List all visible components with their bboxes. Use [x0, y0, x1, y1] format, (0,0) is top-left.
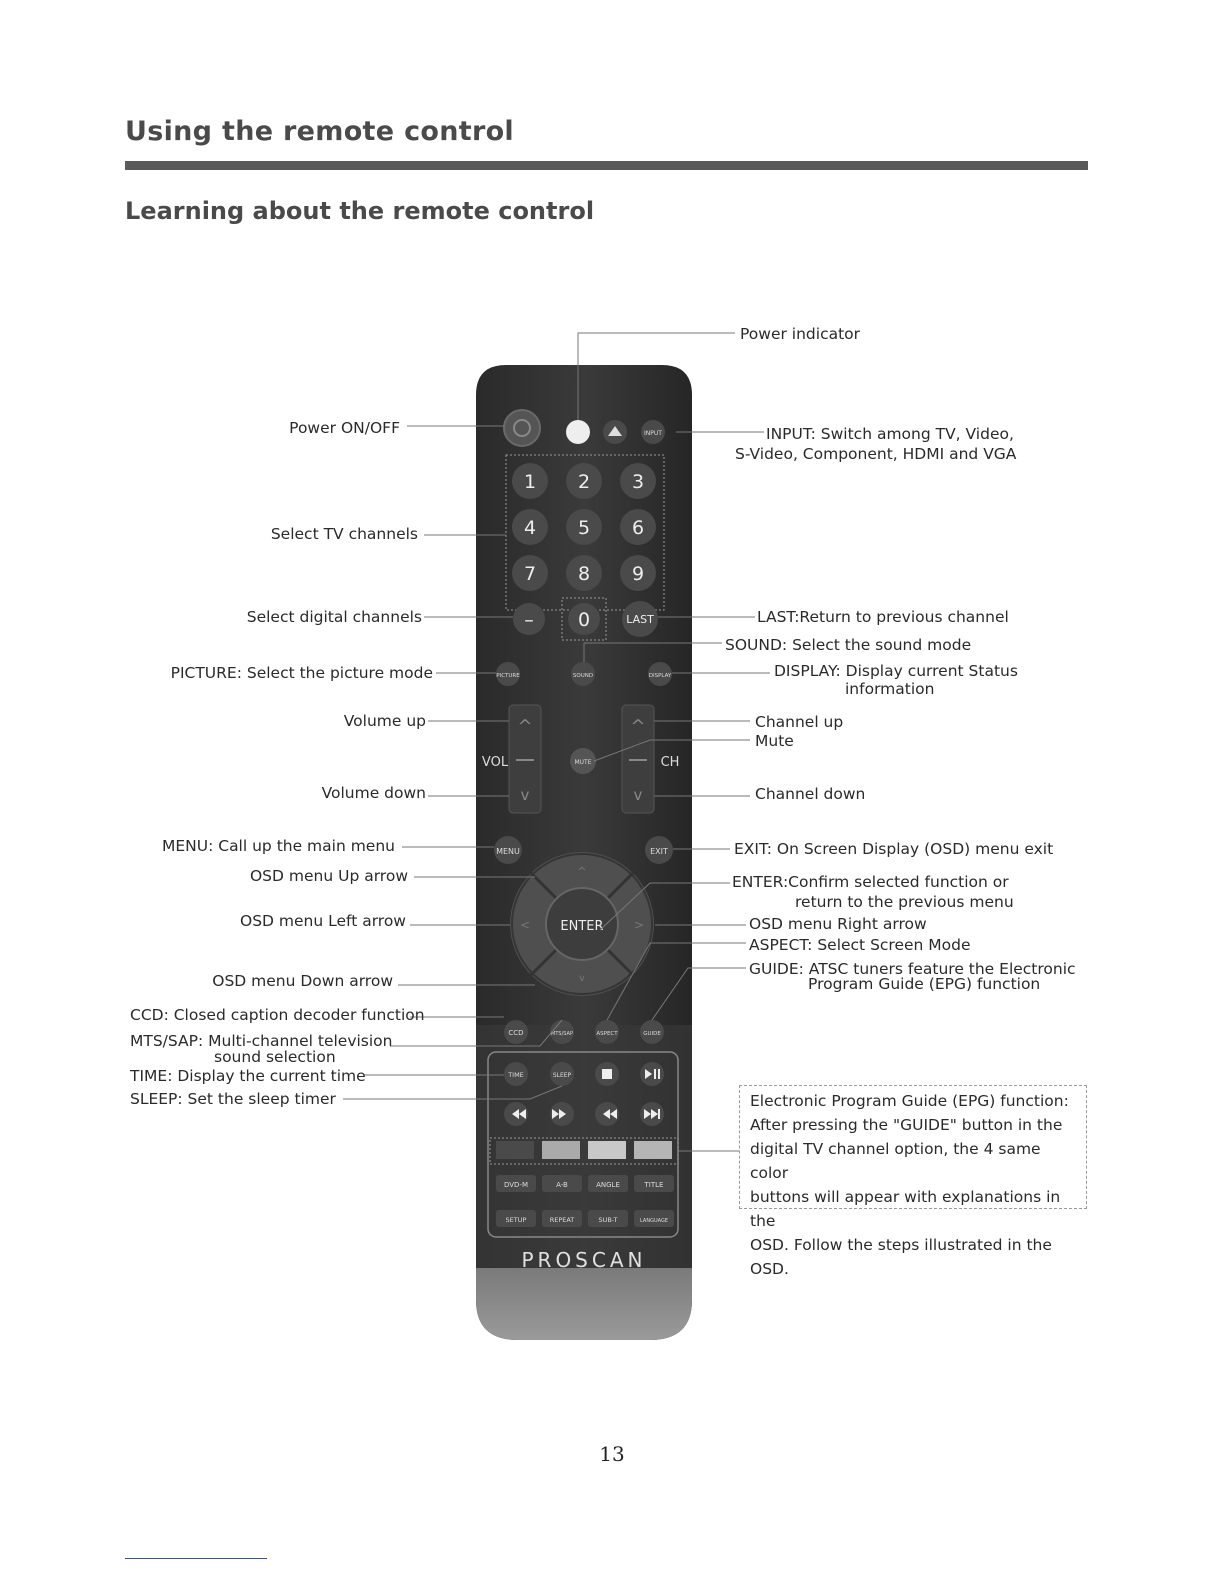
label-select-tv: Select TV channels: [270, 525, 418, 543]
label-osd-right: OSD menu Right arrow: [749, 915, 927, 933]
label-enter-line2: return to the previous menu: [795, 893, 1014, 911]
epg-note-line: After pressing the "GUIDE" button in the: [750, 1116, 1063, 1134]
enter-button: ENTER: [560, 919, 604, 934]
key-2: 2: [577, 471, 591, 493]
red-button: [496, 1141, 534, 1159]
label-power-indicator: Power indicator: [740, 325, 861, 343]
title-button: TITLE: [644, 1181, 664, 1189]
epg-note-line: Electronic Program Guide (EPG) function:: [750, 1092, 1069, 1110]
key-5: 5: [577, 517, 591, 539]
label-select-digital: Select digital channels: [246, 608, 422, 626]
section-title: Learning about the remote control: [125, 197, 595, 225]
keypad: [512, 463, 656, 591]
label-ccd: CCD: Closed caption decoder function: [130, 1006, 425, 1024]
svg-text:v: v: [579, 973, 585, 984]
label-sleep: SLEEP: Set the sleep timer: [130, 1090, 336, 1108]
label-volume-down: Volume down: [321, 784, 426, 802]
key-4: 4: [523, 517, 537, 539]
label-enter-line1: ENTER:Confirm selected function or: [732, 873, 1009, 891]
green-button: [542, 1141, 580, 1159]
power-button: [504, 410, 540, 446]
exit-button: EXIT: [650, 847, 668, 856]
vol-label: VOL: [481, 755, 509, 770]
label-osd-up: OSD menu Up arrow: [249, 867, 408, 885]
label-volume-up: Volume up: [343, 712, 426, 730]
label-picture: PICTURE: Select the picture mode: [170, 664, 433, 682]
label-input-line2: S-Video, Component, HDMI and VGA: [735, 445, 1017, 463]
language-button: LANGUAGE: [640, 1218, 668, 1224]
label-display-line2: information: [845, 680, 935, 698]
label-power-onoff: Power ON/OFF: [289, 419, 400, 437]
mute-button: MUTE: [574, 759, 592, 766]
epg-note-line: OSD. Follow the steps illustrated in the OSD.: [750, 1236, 1052, 1278]
label-mts-line1: MTS/SAP: Multi-channel television: [130, 1032, 393, 1050]
key-1: 1: [523, 471, 537, 493]
input-button-label: INPUT: [644, 430, 662, 437]
svg-text:v: v: [520, 786, 530, 804]
label-channel-up: Channel up: [755, 713, 844, 731]
sound-button: SOUND: [572, 673, 594, 679]
label-osd-down: OSD menu Down arrow: [212, 972, 393, 990]
svg-text:^: ^: [630, 716, 646, 737]
guide-button: GUIDE: [643, 1031, 661, 1037]
page-title: Using the remote control: [125, 116, 514, 147]
key-3: 3: [631, 471, 645, 493]
key-dash: –: [524, 609, 534, 631]
label-sound: SOUND: Select the sound mode: [725, 636, 972, 654]
brand-logo: PROSCAN: [521, 1248, 647, 1272]
label-last: LAST:Return to previous channel: [757, 608, 1009, 626]
label-display-line1: DISPLAY: Display current Status: [774, 662, 1018, 680]
epg-note-line: buttons will appear with explanations in the: [750, 1188, 1061, 1230]
key-8: 8: [577, 563, 591, 585]
label-input-line1: INPUT: Switch among TV, Video,: [766, 425, 1014, 443]
page-number: 13: [599, 1442, 625, 1466]
key-9: 9: [631, 563, 645, 585]
label-guide-line2: Program Guide (EPG) function: [808, 975, 1041, 993]
ch-label: CH: [660, 755, 680, 770]
aspect-button: ASPECT: [596, 1031, 618, 1037]
label-osd-left: OSD menu Left arrow: [240, 912, 406, 930]
key-6: 6: [631, 517, 645, 539]
picture-button: PICTURE: [496, 673, 520, 679]
angle-button: ANGLE: [596, 1181, 620, 1189]
repeat-button: REPEAT: [549, 1216, 575, 1224]
key-7: 7: [523, 563, 537, 585]
dvdm-button: DVD-M: [503, 1181, 529, 1189]
ab-button: A-B: [556, 1181, 568, 1189]
svg-text:v: v: [633, 786, 643, 804]
svg-text:>: >: [633, 918, 645, 932]
label-mts-line2: sound selection: [214, 1048, 336, 1066]
label-menu: MENU: Call up the main menu: [161, 837, 395, 855]
label-guide-line1: GUIDE: ATSC tuners feature the Electronic: [749, 960, 1076, 978]
epg-note-line: digital TV channel option, the 4 same color: [750, 1140, 1041, 1182]
setup-button: SETUP: [505, 1216, 527, 1224]
svg-text:^: ^: [577, 865, 587, 878]
time-button: TIME: [508, 1071, 524, 1079]
yellow-button: [588, 1141, 626, 1159]
ccd-button: CCD: [508, 1029, 524, 1037]
menu-button: MENU: [496, 847, 520, 856]
key-0: 0: [577, 609, 591, 631]
svg-text:^: ^: [517, 716, 533, 737]
footnote-rule: [125, 1558, 267, 1559]
label-exit: EXIT: On Screen Display (OSD) menu exit: [734, 840, 1054, 858]
label-mute: Mute: [755, 732, 794, 750]
display-button: DISPLAY: [648, 673, 672, 679]
svg-text:<: <: [519, 918, 531, 932]
sleep-button: SLEEP: [552, 1072, 572, 1079]
label-time: TIME: Display the current time: [130, 1067, 366, 1085]
blue-button: [634, 1141, 672, 1159]
power-indicator-light: [566, 420, 590, 444]
label-channel-down: Channel down: [755, 785, 866, 803]
key-last: LAST: [626, 613, 654, 626]
label-aspect: ASPECT: Select Screen Mode: [749, 936, 971, 954]
mtssap-button: MTS/SAP: [551, 1031, 573, 1037]
subt-button: SUB-T: [598, 1216, 618, 1224]
epg-note-box: [739, 1085, 1087, 1278]
